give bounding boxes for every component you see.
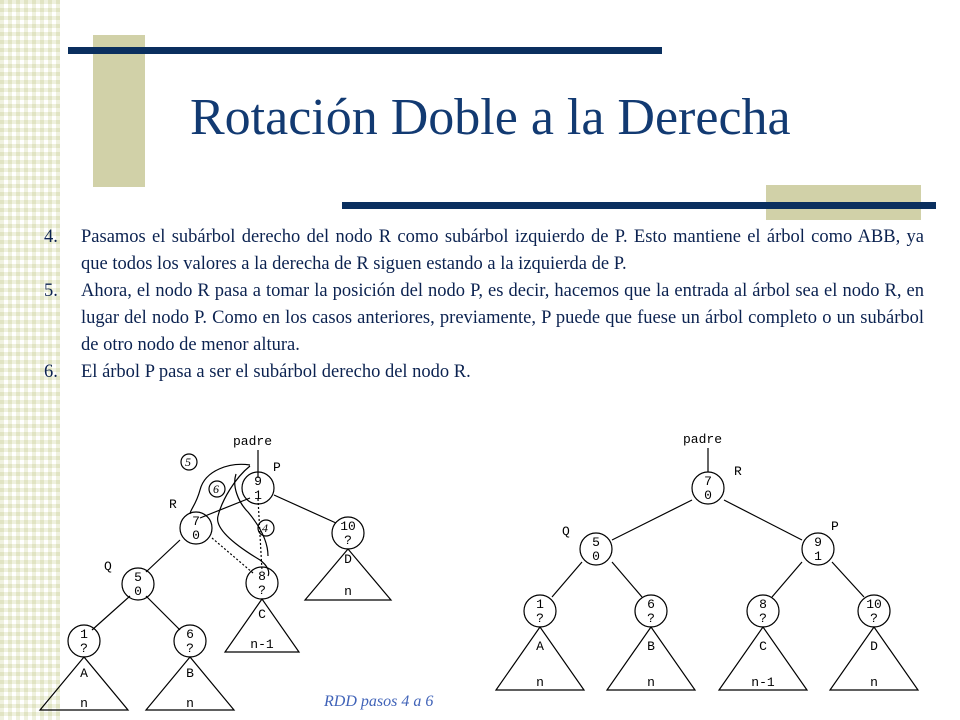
arrow-step-4 xyxy=(235,474,268,556)
edge xyxy=(772,562,802,597)
arrow-step-5 xyxy=(190,464,250,514)
edge xyxy=(274,495,336,523)
step-number: 5. xyxy=(44,281,58,301)
node-balance: ? xyxy=(258,583,266,598)
slide-title: Rotación Doble a la Derecha xyxy=(190,89,791,146)
edge xyxy=(724,500,802,540)
subtree-height: n xyxy=(186,696,194,711)
edge xyxy=(200,498,250,518)
node-key: 10 xyxy=(340,519,356,534)
node-key: 1 xyxy=(536,597,544,612)
subtree-name: A xyxy=(80,666,88,681)
node-balance: ? xyxy=(186,641,194,656)
node-balance: 1 xyxy=(814,549,822,564)
step-number: 6. xyxy=(44,362,58,382)
node-balance: 0 xyxy=(192,528,200,543)
subtree-height: n xyxy=(647,675,655,690)
subtree-name: A xyxy=(536,639,544,654)
padre-label: padre xyxy=(233,434,273,449)
node-balance: ? xyxy=(80,641,88,656)
node-key: 9 xyxy=(254,474,262,489)
node-key: 10 xyxy=(866,597,882,612)
subtree-name: B xyxy=(647,639,655,654)
node-key: 5 xyxy=(134,570,142,585)
node-balance: 0 xyxy=(704,488,712,503)
step-number: 4. xyxy=(44,227,58,247)
step-text: El árbol P pasa a ser el subárbol derecho del nodo R. xyxy=(81,362,471,382)
node-key: 1 xyxy=(80,627,88,642)
label-q: Q xyxy=(104,559,112,574)
edge xyxy=(92,596,130,630)
left-tree-text xyxy=(80,434,356,711)
subtree-name: C xyxy=(759,639,767,654)
node-key: 5 xyxy=(592,535,600,550)
subtree-name: C xyxy=(258,607,266,622)
label-p: P xyxy=(831,519,839,534)
node-balance: ? xyxy=(344,533,352,548)
subtree-name: B xyxy=(186,666,194,681)
node-key: 6 xyxy=(186,627,194,642)
node-balance: 0 xyxy=(134,584,142,599)
label-p: P xyxy=(273,460,281,475)
label-r: R xyxy=(169,497,177,512)
subtree-height: n xyxy=(870,675,878,690)
node-balance: ? xyxy=(536,611,544,626)
node-key: 8 xyxy=(759,597,767,612)
edge xyxy=(146,540,180,572)
padre-label: padre xyxy=(683,432,723,447)
subtree-height: n xyxy=(344,584,352,599)
node-balance: ? xyxy=(759,611,767,626)
step-mark: 4 xyxy=(262,521,268,535)
node-balance: ? xyxy=(870,611,878,626)
label-q: Q xyxy=(562,524,570,539)
edge xyxy=(612,500,692,540)
edge xyxy=(552,562,582,597)
node-balance: 0 xyxy=(592,549,600,564)
right-tree-text xyxy=(536,432,882,690)
node-key: 9 xyxy=(814,535,822,550)
subtree-height: n xyxy=(80,696,88,711)
step-mark: 5 xyxy=(185,455,191,469)
subtree-height: n xyxy=(536,675,544,690)
edge-dotted xyxy=(212,538,253,573)
subtree-height: n-1 xyxy=(751,675,775,690)
node-key: 7 xyxy=(192,514,200,529)
node-key: 6 xyxy=(647,597,655,612)
slide-caption: RDD pasos 4 a 6 xyxy=(324,693,434,710)
step-mark: 6 xyxy=(213,482,219,496)
edge xyxy=(612,562,642,597)
node-balance: 1 xyxy=(254,488,262,503)
label-r: R xyxy=(734,464,742,479)
edge xyxy=(832,562,864,597)
node-balance: ? xyxy=(647,611,655,626)
edge xyxy=(146,596,180,630)
node-key: 7 xyxy=(704,474,712,489)
step-text: Pasamos el subárbol derecho del nodo R como subárbol izquierdo de P. Esto mantiene el árbol como ABB, ya que todos los valores a la derecha de R siguen estando a la izquierda de P. xyxy=(81,227,924,274)
step-text: Ahora, el nodo R pasa a tomar la posición del nodo P, es decir, hacemos que la entrada al árbol sea el nodo R, en lugar del nodo P. Como en los casos anteriores, previamente, P puede que fuese un árbol completo o un subárbol de otro nodo de menor altura. xyxy=(81,281,924,355)
subtree-name: D xyxy=(870,639,878,654)
subtree-height: n-1 xyxy=(250,637,274,652)
node-key: 8 xyxy=(258,569,266,584)
subtree-name: D xyxy=(344,552,352,567)
